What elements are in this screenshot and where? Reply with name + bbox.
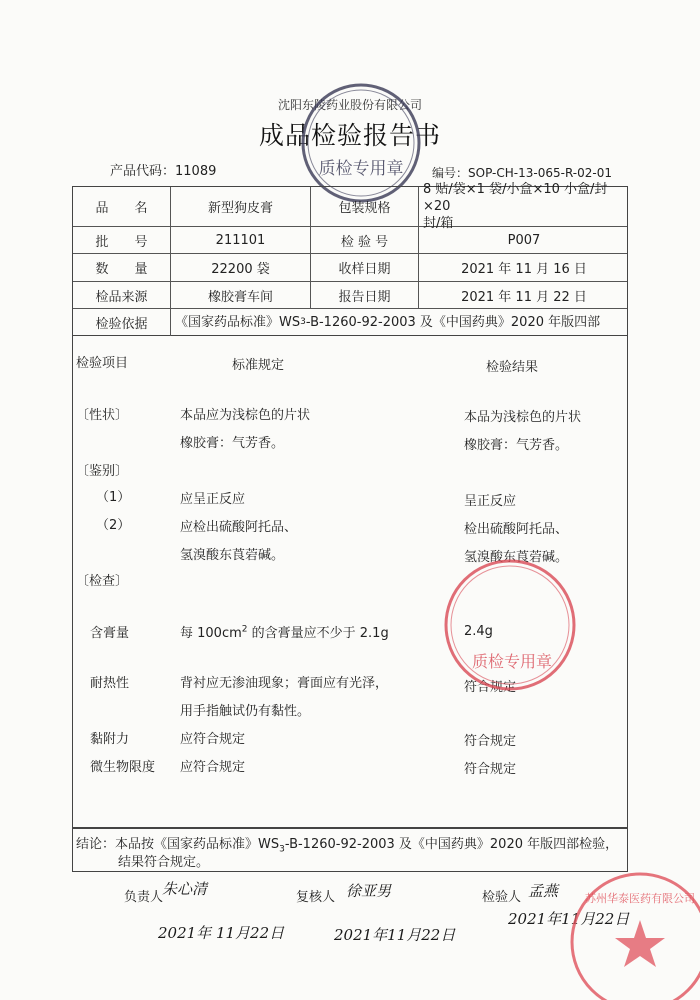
responsible-date: 2021年 11月22日 <box>158 924 285 942</box>
content-standard <box>180 622 389 641</box>
section-identification: 〔鉴别〕 <box>76 464 129 479</box>
document-number-value: SOP-CH-13-065-R-02-01 <box>468 166 612 180</box>
column-header-result: 检验结果 <box>486 360 539 375</box>
column-header-item: 检验项目 <box>76 356 129 371</box>
adhesion-label: 黏附力 <box>90 732 130 747</box>
batch-value: 211101 <box>171 227 311 253</box>
qc-seal-red-text: 质检专用章 <box>471 652 553 671</box>
inspector-date: 2021年11月22日 <box>508 910 630 928</box>
identification-2-standard-2: 氢溴酸东莨菪碱。 <box>180 548 285 563</box>
identification-2-result-1: 检出硫酸阿托品、 <box>464 522 569 537</box>
product-name-label: 品 名 <box>73 187 171 226</box>
product-code-label: 产品代码： <box>110 164 176 179</box>
basis-sub: 3 <box>300 317 306 327</box>
content-standard-b: 的含膏量应不少于 2.1g <box>247 626 389 641</box>
info-row-batch <box>73 227 627 254</box>
receive-date-label: 收样日期 <box>311 254 419 281</box>
identification-2-label: （2） <box>96 518 131 533</box>
adhesion-result: 符合规定 <box>464 734 517 749</box>
inspector-signature: 孟燕 <box>528 882 559 900</box>
info-row-product <box>73 182 627 231</box>
identification-1-result: 呈正反应 <box>464 494 517 509</box>
package-line-2: 封/箱 <box>423 216 454 231</box>
quantity-label: 数 量 <box>73 254 171 281</box>
identification-2-standard-1: 应检出硫酸阿托品、 <box>180 520 298 535</box>
content-standard-sup: 2 <box>241 624 248 635</box>
reviewer-label: 复核人 <box>296 890 336 905</box>
page-title: 成品检验报告书 <box>258 121 441 150</box>
info-row-quantity <box>73 254 627 282</box>
character-standard-2: 橡胶膏：气芳香。 <box>180 436 285 451</box>
adhesion-standard: 应符合规定 <box>180 732 246 747</box>
microbial-result: 符合规定 <box>464 762 517 777</box>
character-result-2: 橡胶膏：气芳香。 <box>464 438 569 453</box>
basis-label: 检验依据 <box>73 309 171 336</box>
character-result-1: 本品为浅棕色的片状 <box>464 410 582 425</box>
package-line-1: 8 贴/袋×1 袋/小盒×10 小盒/封×20 <box>423 182 608 214</box>
inspection-no-label: 检 验 号 <box>311 227 419 253</box>
batch-label: 批 号 <box>73 227 171 253</box>
info-row-source <box>73 282 627 309</box>
product-info-table <box>72 182 628 336</box>
section-character: 〔性状〕 <box>76 408 129 423</box>
source-value: 橡胶膏车间 <box>171 282 311 308</box>
inspection-no-value: P007 <box>507 232 541 248</box>
heat-label: 耐热性 <box>90 676 130 691</box>
character-standard-1: 本品应为浅棕色的片状 <box>180 408 311 423</box>
conclusion-sub: 3 <box>279 844 285 855</box>
content-standard-a: 每 100cm <box>180 626 242 641</box>
report-date-label: 报告日期 <box>311 282 419 308</box>
corner-seal-star-icon <box>615 920 665 967</box>
product-code-value: 11089 <box>175 164 217 179</box>
heat-standard-2: 用手指触试仍有黏性。 <box>180 704 311 719</box>
identification-1-standard: 应呈正反应 <box>180 492 246 507</box>
document-number <box>432 164 612 181</box>
reviewer-signature: 徐亚男 <box>346 882 392 900</box>
qc-seal-red <box>440 555 580 695</box>
info-row-basis <box>73 309 627 336</box>
identification-1-label: （1） <box>96 490 131 505</box>
responsible-signature: 朱心清 <box>162 880 208 898</box>
corner-seal-text: 苏州华泰医药有限公司 <box>585 892 695 905</box>
reviewer-date: 2021年11月22日 <box>334 926 456 944</box>
conclusion-text-b: -B-1260-92-2003 及《中国药典》2020 年版四部检验， <box>284 837 619 852</box>
conclusion-text-a: 结论：本品按《国家药品标准》WS <box>76 837 280 852</box>
qc-seal-top-text: 质检专用章 <box>318 159 404 179</box>
source-label: 检品来源 <box>73 282 171 308</box>
package-label: 包装规格 <box>311 187 419 226</box>
report-date-value: 2021 年 11 月 22 日 <box>461 289 587 305</box>
basis-text-b: -B-1260-92-2003 及《中国药典》2020 年版四部 <box>305 315 601 330</box>
content-result: 2.4g <box>464 624 493 639</box>
heat-standard-1: 背衬应无渗油现象；膏面应有光泽， <box>180 676 389 691</box>
column-header-standard: 标准规定 <box>232 358 285 373</box>
microbial-label: 微生物限度 <box>90 760 156 775</box>
heat-result: 符合规定 <box>464 680 517 695</box>
inspector-label: 检验人 <box>482 890 522 905</box>
basis-value <box>171 309 629 336</box>
identification-2-result-2: 氢溴酸东莨菪碱。 <box>464 550 569 565</box>
conclusion-line-2: 结果符合规定。 <box>118 855 210 870</box>
responsible-label: 负责人 <box>124 890 164 905</box>
corner-seal <box>548 862 700 1000</box>
product-name-value: 新型狗皮膏 <box>171 187 311 226</box>
quantity-value: 22200 袋 <box>171 254 311 281</box>
content-label: 含膏量 <box>90 626 130 641</box>
basis-text-a: 《国家药品标准》WS <box>175 315 301 330</box>
company-name: 沈阳东陵药业股份有限公司 <box>277 98 422 112</box>
section-tests: 〔检查〕 <box>76 574 129 589</box>
document-number-label: 编号： <box>432 166 469 180</box>
package-value <box>419 182 629 231</box>
receive-date-value: 2021 年 11 月 16 日 <box>461 262 587 277</box>
product-code <box>110 160 216 179</box>
microbial-standard: 应符合规定 <box>180 760 246 775</box>
